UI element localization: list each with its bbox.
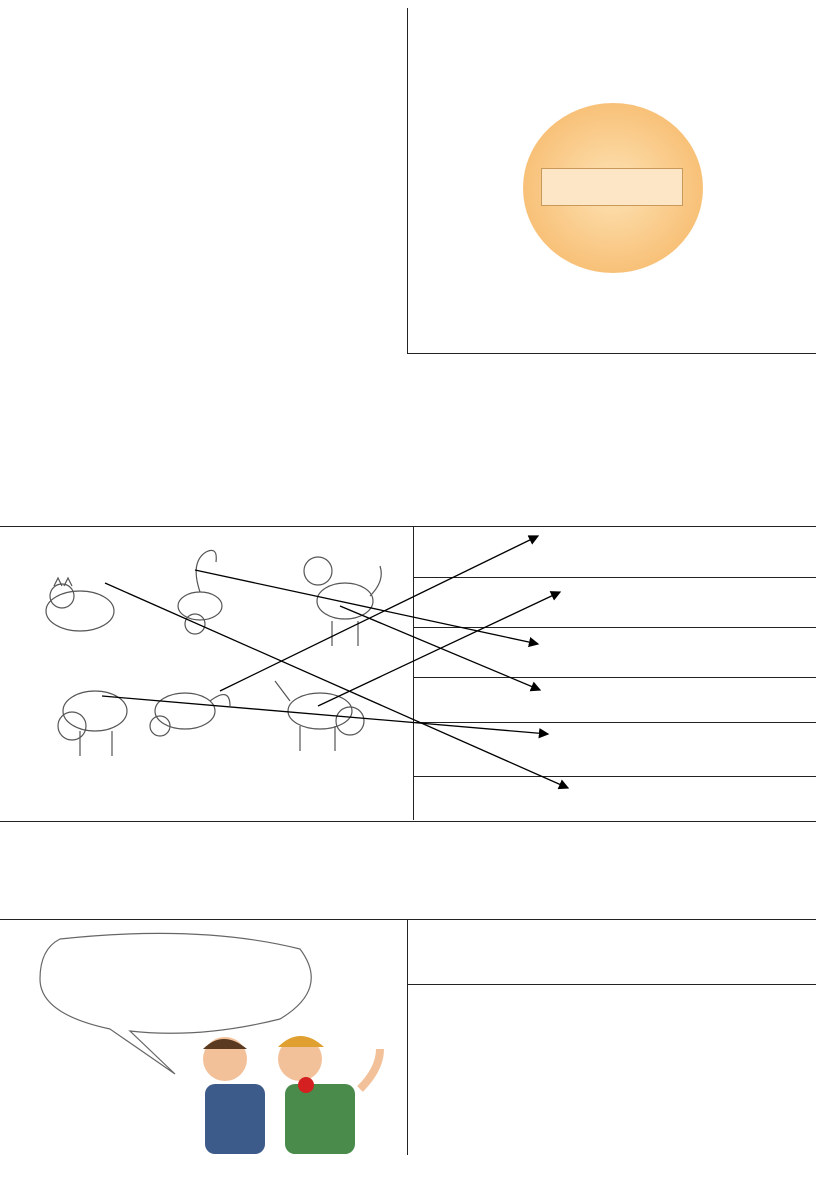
sun-figure [407,8,816,354]
dialog-row-line [407,984,816,985]
arrow [195,570,538,644]
arrow [340,606,540,690]
dialog-divider [407,919,408,1155]
arrow [220,536,538,691]
first-man-icon [203,1037,265,1154]
animal-sketches [0,526,816,820]
cat-resting-icon [150,693,230,736]
sun-center-answer[interactable] [541,168,683,206]
dialog-illustration [0,919,407,1155]
bottom-border [0,1155,816,1185]
cat-hunting-icon [178,550,222,634]
second-man-icon [278,1036,380,1154]
arrow [105,583,568,788]
speech-bubble [40,933,311,1074]
cat-sleeping-icon [46,578,114,631]
arrow [318,592,560,706]
dog-sad-icon [58,691,127,756]
